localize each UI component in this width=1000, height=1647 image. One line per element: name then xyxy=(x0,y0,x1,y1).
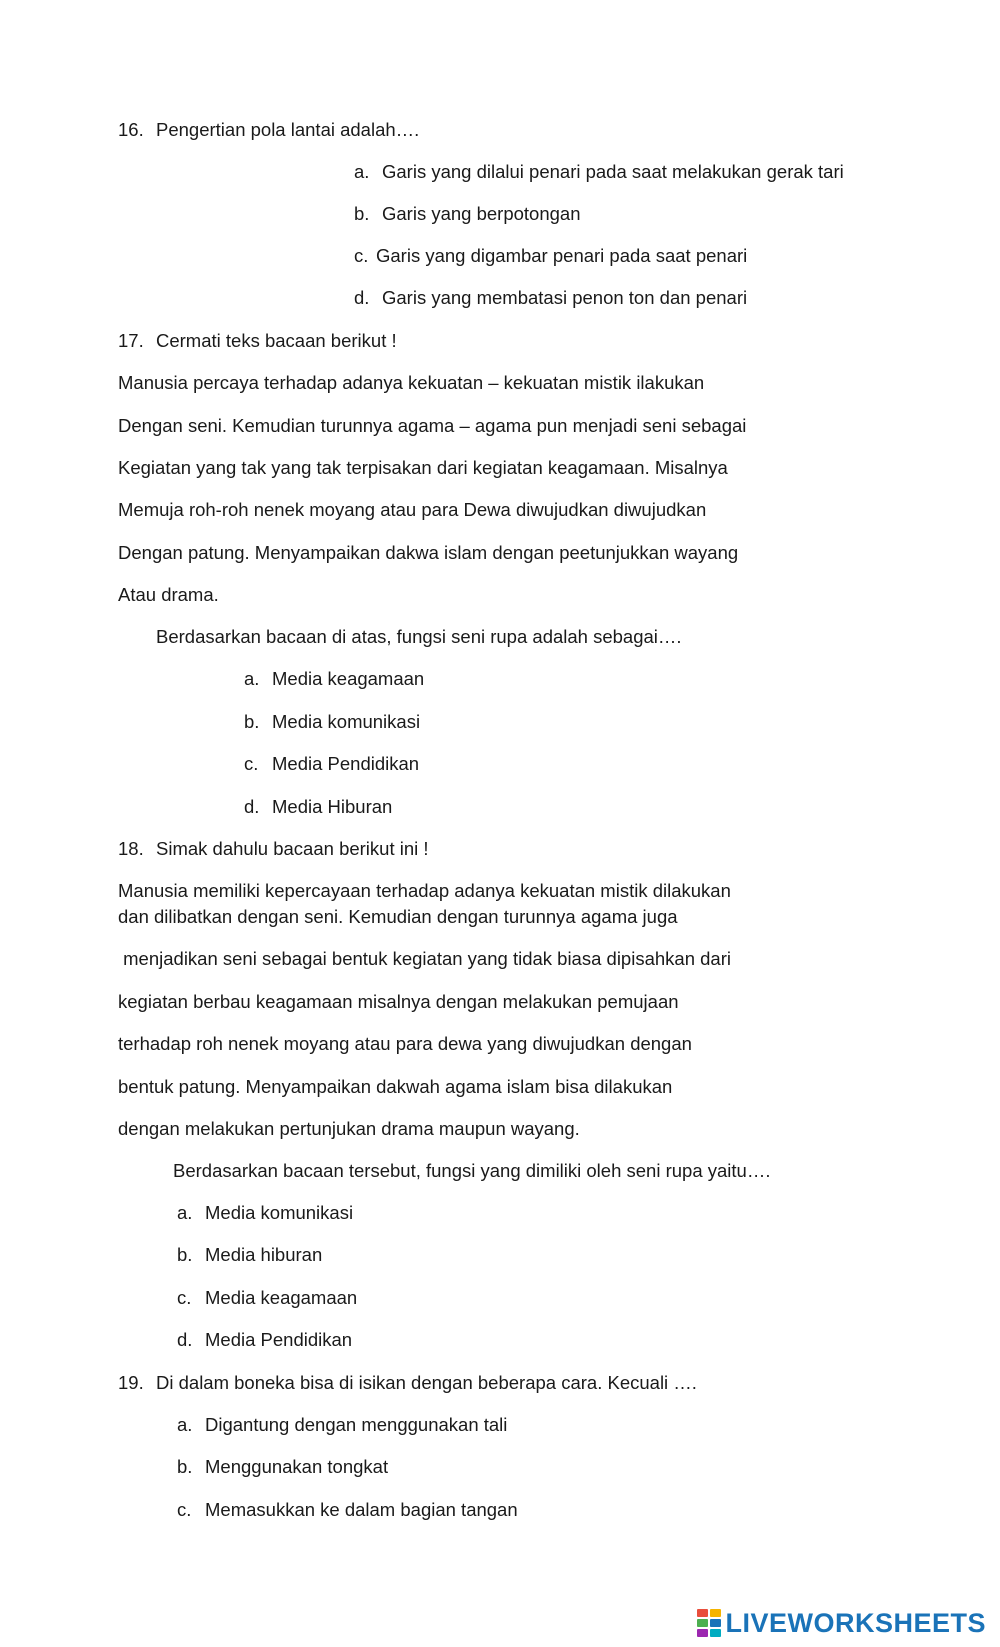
q17-option-d[interactable] xyxy=(244,796,392,818)
option-text: Memasukkan ke dalam bagian tangan xyxy=(205,1499,518,1520)
option-letter: b. xyxy=(354,203,370,224)
passage-line: dan dilibatkan dengan seni. Kemudian dengan turunnya agama juga xyxy=(118,906,678,927)
option-letter: c. xyxy=(244,753,259,774)
q17-option-a[interactable] xyxy=(244,668,424,690)
passage-line: Atau drama. xyxy=(118,584,219,605)
option-letter: c. xyxy=(354,245,369,266)
passage-line: Manusia percaya terhadap adanya kekuatan – kekuatan mistik ilakukan xyxy=(118,372,705,393)
option-letter: b. xyxy=(177,1456,193,1477)
option-text: Media keagamaan xyxy=(272,668,425,689)
option-text: Media Pendidikan xyxy=(205,1329,353,1350)
question-number: 19. xyxy=(118,1372,144,1393)
question-text: Cermati teks bacaan berikut ! xyxy=(156,330,397,351)
option-letter: d. xyxy=(354,287,370,308)
passage-line: Manusia memiliki kepercayaan terhadap adanya kekuatan mistik dilakukan xyxy=(118,880,731,901)
q18-option-c[interactable] xyxy=(177,1287,357,1309)
q17-option-c[interactable] xyxy=(244,753,419,775)
option-text: Garis yang digambar penari pada saat penari xyxy=(376,245,748,266)
passage-line: Dengan seni. Kemudian turunnya agama – agama pun menjadi seni sebagai xyxy=(118,415,747,436)
option-text: Garis yang membatasi penon ton dan penari xyxy=(382,287,748,308)
q16-option-d[interactable] xyxy=(354,287,747,309)
q16-option-a[interactable] xyxy=(354,161,844,183)
q18-option-b[interactable] xyxy=(177,1244,322,1266)
option-letter: a. xyxy=(177,1414,193,1435)
option-text: Media komunikasi xyxy=(205,1202,354,1223)
question-17 xyxy=(118,330,397,352)
option-text: Digantung dengan menggunakan tali xyxy=(205,1414,508,1435)
question-number: 17. xyxy=(118,330,144,351)
option-letter: c. xyxy=(177,1499,192,1520)
question-number: 18. xyxy=(118,838,144,859)
passage-line: menjadikan seni sebagai bentuk kegiatan yang tidak biasa dipisahkan dari xyxy=(118,948,731,969)
passage-line: Memuja roh-roh nenek moyang atau para Dewa diwujudkan diwujudkan xyxy=(118,499,707,520)
option-text: Menggunakan tongkat xyxy=(205,1456,389,1477)
option-letter: d. xyxy=(244,796,260,817)
question-19 xyxy=(118,1372,697,1394)
option-text: Garis yang berpotongan xyxy=(382,203,581,224)
q19-option-a[interactable] xyxy=(177,1414,507,1436)
q18-option-a[interactable] xyxy=(177,1202,353,1224)
question-text: Simak dahulu bacaan berikut ini ! xyxy=(156,838,429,859)
question-16 xyxy=(118,119,419,141)
passage-line: Kegiatan yang tak yang tak terpisakan dari kegiatan keagamaan. Misalnya xyxy=(118,457,728,478)
option-letter: c. xyxy=(177,1287,192,1308)
option-letter: b. xyxy=(177,1244,193,1265)
q19-option-c[interactable] xyxy=(177,1499,518,1521)
question-text: Pengertian pola lantai adalah…. xyxy=(156,119,420,140)
passage-line: dengan melakukan pertunjukan drama maupun wayang. xyxy=(118,1118,580,1139)
q16-option-b[interactable] xyxy=(354,203,581,225)
option-text: Media Pendidikan xyxy=(272,753,420,774)
option-text: Media keagamaan xyxy=(205,1287,358,1308)
passage-line: Dengan patung. Menyampaikan dakwa islam dengan peetunjukkan wayang xyxy=(118,542,739,563)
q19-option-b[interactable] xyxy=(177,1456,388,1478)
option-letter: a. xyxy=(354,161,370,182)
option-letter: a. xyxy=(177,1202,193,1223)
q16-option-c[interactable] xyxy=(354,245,747,267)
question-prompt: Berdasarkan bacaan tersebut, fungsi yang dimiliki oleh seni rupa yaitu…. xyxy=(173,1160,771,1181)
passage-line: terhadap roh nenek moyang atau para dewa yang diwujudkan dengan xyxy=(118,1033,692,1054)
question-number: 16. xyxy=(118,119,144,140)
question-prompt: Berdasarkan bacaan di atas, fungsi seni rupa adalah sebagai…. xyxy=(156,626,682,647)
option-text: Media Hiburan xyxy=(272,796,393,817)
q18-option-d[interactable] xyxy=(177,1329,352,1351)
passage-line: bentuk patung. Menyampaikan dakwah agama islam bisa dilakukan xyxy=(118,1076,673,1097)
option-text: Garis yang dilalui penari pada saat melakukan gerak tari xyxy=(382,161,844,182)
liveworksheets-logo xyxy=(697,1608,986,1638)
option-letter: b. xyxy=(244,711,260,732)
q17-option-b[interactable] xyxy=(244,711,420,733)
question-18 xyxy=(118,838,429,860)
option-text: Media komunikasi xyxy=(272,711,421,732)
option-letter: d. xyxy=(177,1329,193,1350)
passage-line: kegiatan berbau keagamaan misalnya dengan melakukan pemujaan xyxy=(118,991,679,1012)
option-letter: a. xyxy=(244,668,260,689)
question-text: Di dalam boneka bisa di isikan dengan beberapa cara. Kecuali …. xyxy=(156,1372,697,1393)
logo-text: LIVEWORKSHEETS xyxy=(725,1608,986,1638)
liveworksheets-logo-icon xyxy=(697,1609,721,1637)
option-text: Media hiburan xyxy=(205,1244,323,1265)
